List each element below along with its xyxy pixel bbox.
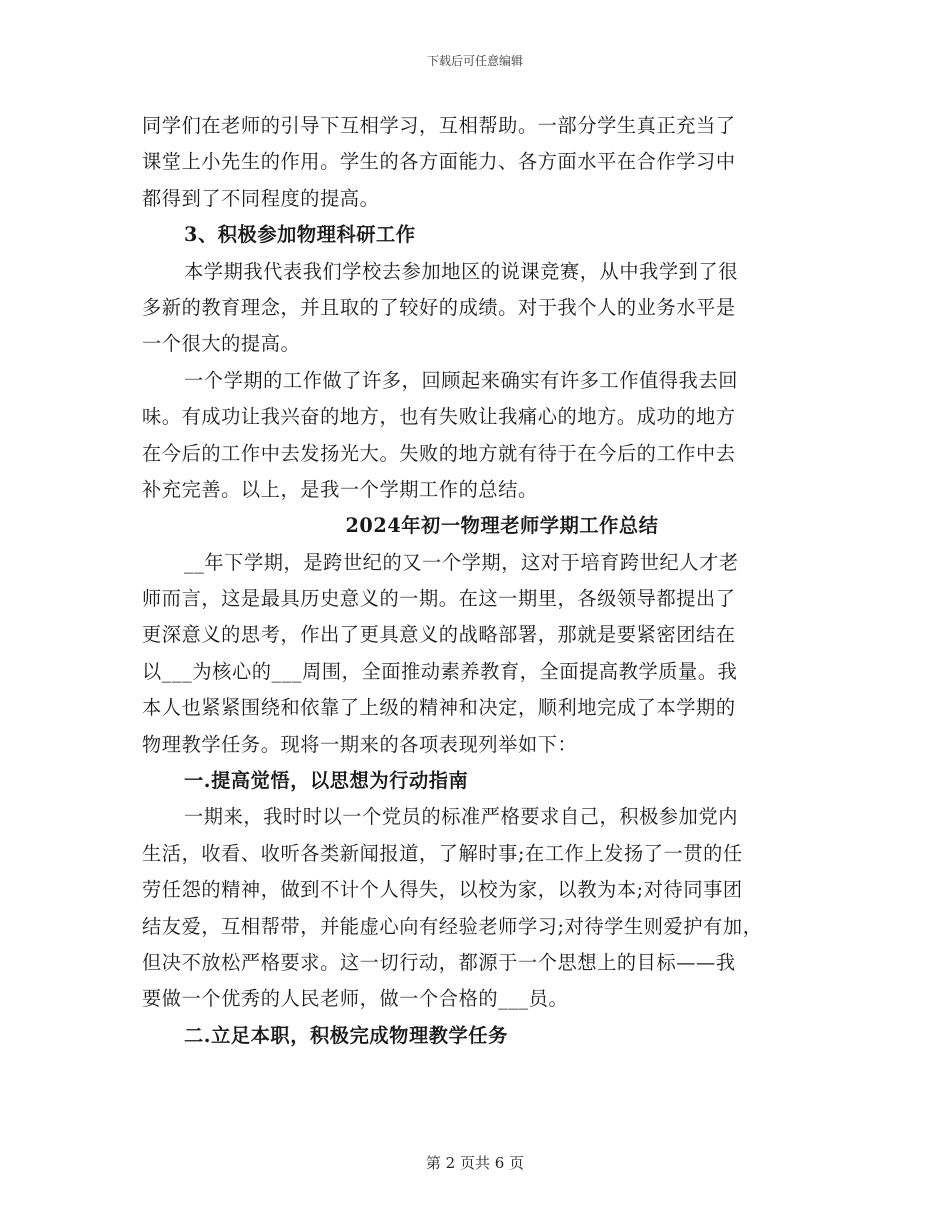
paragraph-line: 以___为核心的___周围，全面推动素养教育，全面提高教学质量。我	[142, 659, 738, 683]
paragraph-line: 都得到了不同程度的提高。	[142, 186, 380, 210]
document-title: 2024年初一物理老师学期工作总结	[345, 514, 659, 538]
paragraph-line: 物理教学任务。现将一期来的各项表现列举如下：	[142, 732, 578, 756]
page-footer: 第 2 页共 6 页	[425, 1154, 525, 1172]
paragraph-line: 更深意义的思考，作出了更具意义的战略部署，那就是要紧密团结在	[142, 623, 736, 647]
paragraph-line: 但决不放松严格要求。这一切行动，都源于一个思想上的目标——我	[142, 950, 736, 974]
paragraph-line: 结友爱，互相帮带，并能虚心向有经验老师学习;对待学生则爱护有加，	[142, 914, 763, 938]
document-body	[142, 108, 802, 1054]
paragraph-line: 同学们在老师的引导下互相学习，互相帮助。一部分学生真正充当了	[142, 114, 736, 137]
section-heading: 一.提高觉悟，以思想为行动指南	[184, 769, 469, 793]
paragraph-line: 要做一个优秀的人民老师，做一个合格的___员。	[142, 987, 569, 1011]
section-heading: 二.立足本职，积极完成物理教学任务	[184, 1023, 508, 1047]
paragraph-line: 生活，收看、收听各类新闻报道，了解时事;在工作上发扬了一贯的任	[142, 841, 743, 865]
paragraph-line: 师而言，这是最具历史意义的一期。在这一期里，各级领导都提出了	[142, 587, 736, 611]
paragraph-first-line: 一期来，我时时以一个党员的标准严格要求自己，积极参加党内	[184, 805, 739, 829]
paragraph-first-line: 本学期我代表我们学校去参加地区的说课竞赛，从中我学到了很	[184, 259, 739, 283]
paragraph-line: 在今后的工作中去发扬光大。失败的地方就有待于在今后的工作中去	[142, 441, 736, 465]
section-heading: 3、积极参加物理科研工作	[184, 223, 416, 247]
paragraph-first-line: 一个学期的工作做了许多，回顾起来确实有许多工作值得我去回	[184, 368, 739, 392]
paragraph-line: 课堂上小先生的作用。学生的各方面能力、各方面水平在合作学习中	[142, 150, 736, 174]
paragraph-line: 味。有成功让我兴奋的地方，也有失败让我痛心的地方。成功的地方	[142, 405, 736, 429]
paragraph-line: 补充完善。以上，是我一个学期工作的总结。	[142, 477, 538, 501]
paragraph-line: 劳任怨的精神，做到不计个人得失，以校为家，以教为本;对待同事团	[142, 878, 743, 902]
paragraph-first-line: __年下学期，是跨世纪的又一个学期，这对于培育跨世纪人才老	[184, 550, 739, 574]
paragraph-line: 本人也紧紧围绕和依靠了上级的精神和决定，顺利地完成了本学期的	[142, 696, 736, 720]
page-header: 下载后可任意编辑	[426, 54, 523, 68]
paragraph-line: 多新的教育理念，并且取的了较好的成绩。对于我个人的业务水平是	[142, 295, 736, 319]
paragraph-line: 一个很大的提高。	[142, 332, 301, 356]
